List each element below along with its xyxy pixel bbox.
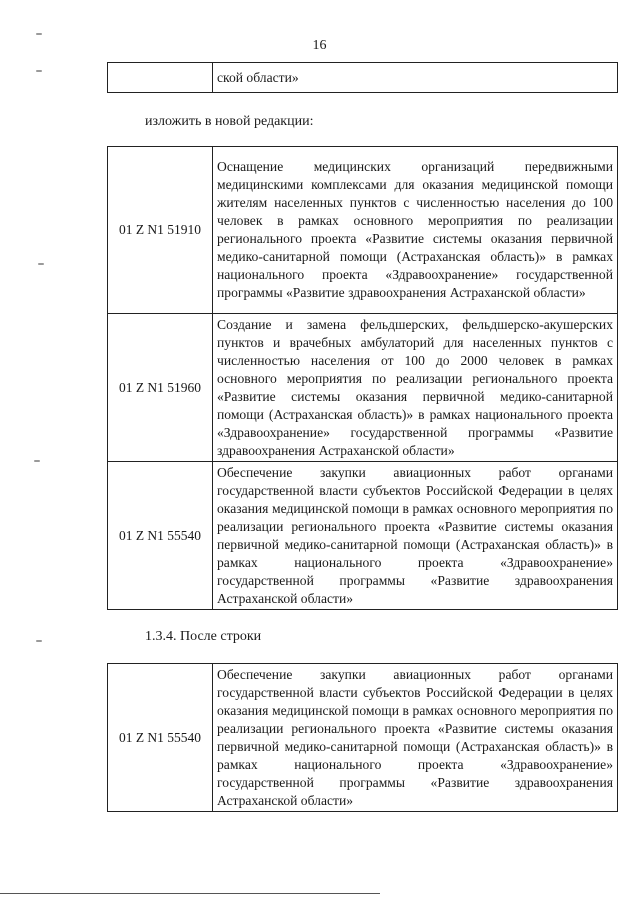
top-table xyxy=(107,62,618,93)
code-cell: 01 Z N1 51910 xyxy=(108,147,213,314)
scan-mark xyxy=(36,640,42,642)
code-cell: 01 Z N1 55540 xyxy=(108,664,213,812)
description-cell: ской области» xyxy=(213,63,618,93)
table-row xyxy=(108,63,618,93)
description-cell: Обеспечение закупки авиационных работ органами государственной власти субъектов Российской Федерации в целях оказания медицинской помощи в рамках основного мероприятия по реализации регионального проекта «Развитие системы оказания первичной медико-санитарной помощи (Астраханская область)» в рамках национального проекта «Здравоохранение» государственной программы «Развитие здравоохранения Астраханской области» xyxy=(213,664,618,812)
scan-mark xyxy=(38,263,44,265)
code-cell: 01 Z N1 55540 xyxy=(108,462,213,610)
code-cell xyxy=(108,63,213,93)
code-cell: 01 Z N1 51960 xyxy=(108,314,213,462)
page-number: 16 xyxy=(312,38,327,53)
description-cell: Обеспечение закупки авиационных работ органами государственной власти субъектов Российской Федерации в целях оказания медицинской помощи в рамках основного мероприятия по реализации регионального проекта «Развитие системы оказания первичной медико-санитарной помощи (Астраханская область)» в рамках национального проекта «Здравоохранение» государственной программы «Развитие здравоохранения Астраханской области» xyxy=(213,462,618,610)
scan-mark xyxy=(36,33,42,35)
scan-mark xyxy=(34,460,40,462)
bottom-table xyxy=(107,663,618,812)
table-row xyxy=(108,462,618,610)
scan-mark xyxy=(36,70,42,72)
main-table xyxy=(107,146,618,610)
table-row xyxy=(108,664,618,812)
description-cell: Создание и замена фельдшерских, фельдшерско-акушерских пунктов и врачебных амбулаторий для населенных пунктов с численностью населения от 100 до 2000 человек в рамках основного мероприятия по реализации регионального проекта «Развитие системы оказания первичной медико-санитарной помощи (Астраханская область)» в рамках национального проекта «Здравоохранение» государственной программы «Развитие здравоохранения Астраханской области» xyxy=(213,314,618,462)
table-row xyxy=(108,314,618,462)
description-cell: Оснащение медицинских организаций передвижными медицинскими комплексами для оказания медицинской помощи жителям населенных пунктов с численностью населения до 100 человек в рамках основного мероприятия по реализации регионального проекта «Развитие системы оказания первичной медико-санитарной помощи (Астраханская область)» в рамках национального проекта «Здравоохранение» государственной программы «Развитие здравоохранения Астраханской области» xyxy=(213,147,618,314)
instruction-new-edition: изложить в новой редакции: xyxy=(145,114,314,129)
table-row xyxy=(108,147,618,314)
bottom-edge-line xyxy=(0,893,380,894)
instruction-after-row: 1.3.4. После строки xyxy=(145,629,262,644)
